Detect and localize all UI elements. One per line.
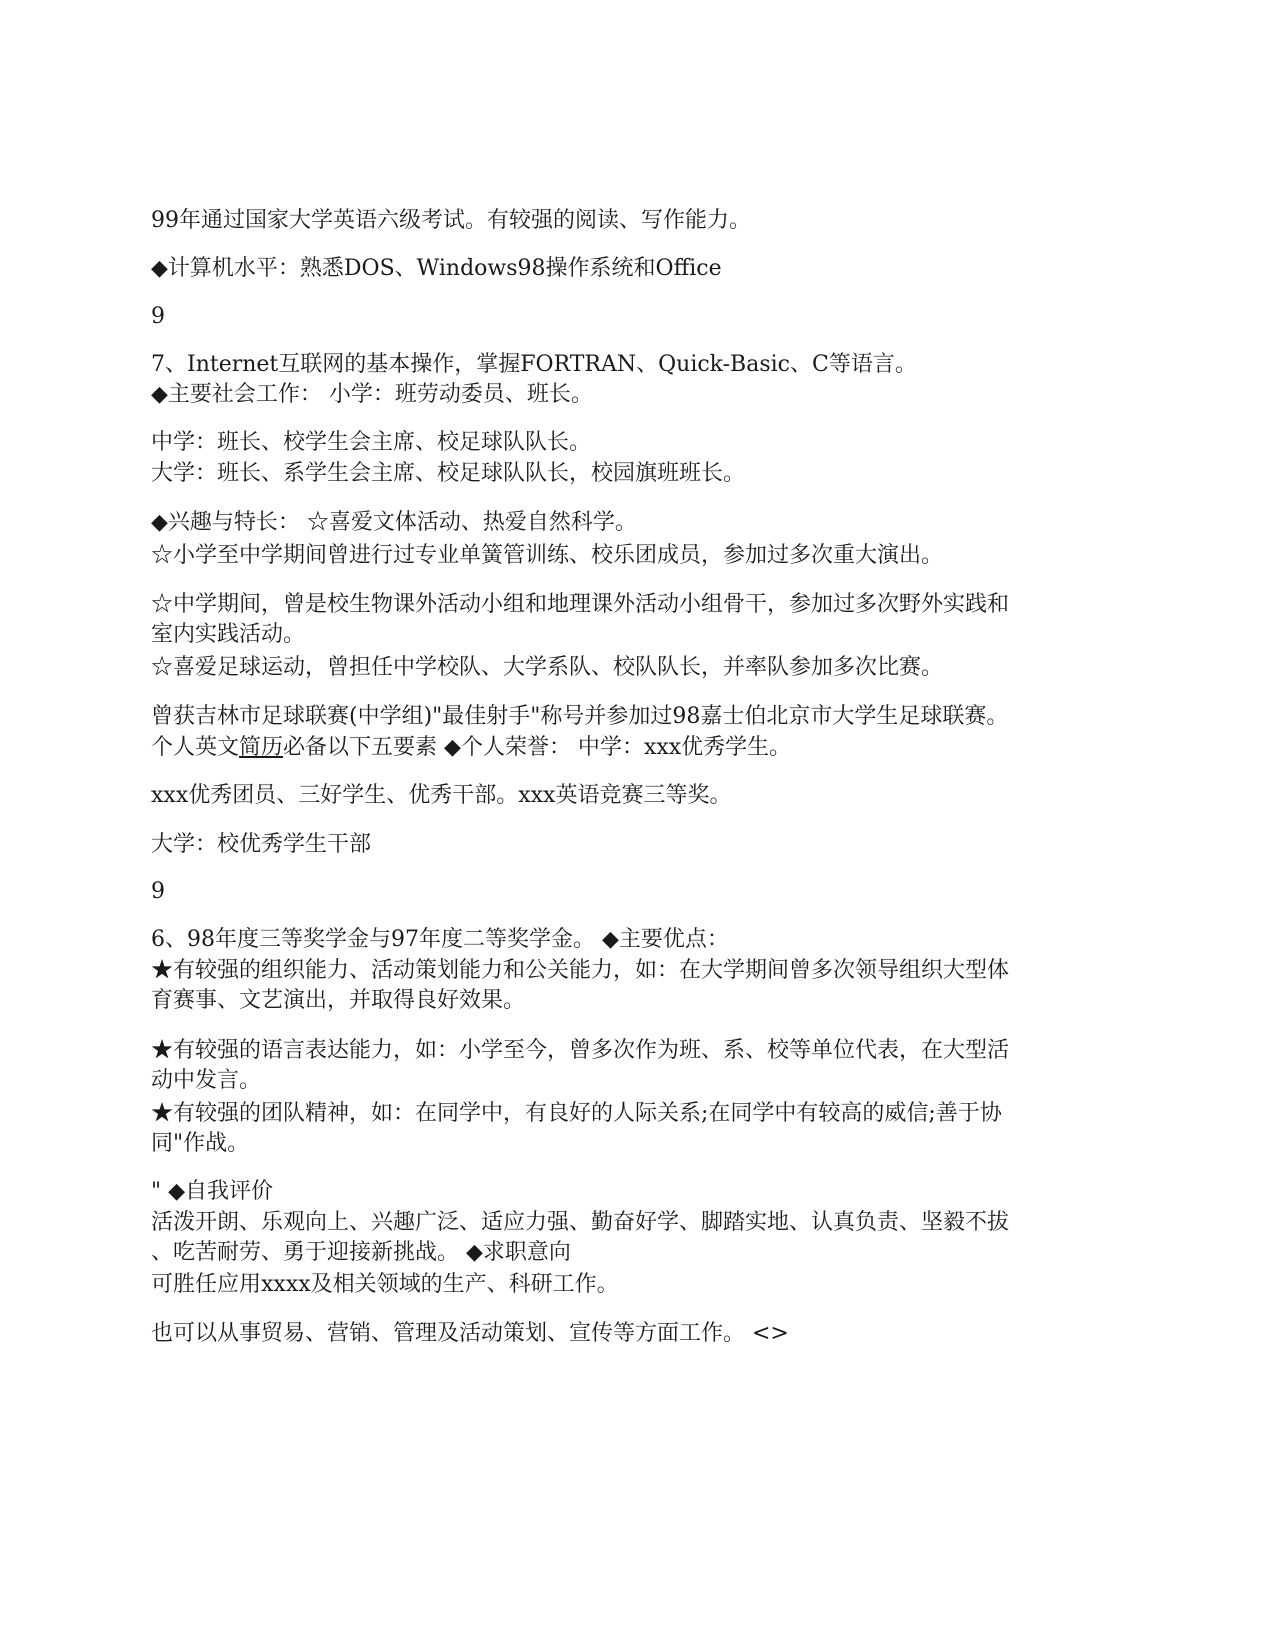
text-line: ◆兴趣与特长： ☆喜爱文体活动、热爱自然科学。 [151,510,637,535]
text-line: ☆中学期间，曾是校生物课外活动小组和地理课外活动小组骨干，参加过多次野外实践和 [151,592,1010,617]
text-line: ☆喜爱足球运动，曾担任中学校队、大学系队、校队队长，并率队参加多次比赛。 [151,655,944,680]
underlined-link-jianli[interactable]: 简历 [239,735,284,760]
text-line: 活泼开朗、乐观向上、兴趣广泛、适应力强、勤奋好学、脚踏实地、认真负责、坚毅不拔 [151,1210,1010,1235]
text-run: 个人英文 [151,735,240,760]
text-line: 中学：班长、校学生会主席、校足球队队长。 [151,430,592,455]
text-line: 可胜任应用xxxx及相关领域的生产、科研工作。 [151,1272,619,1297]
text-line: xxx优秀团员、三好学生、优秀干部。xxx英语竞赛三等奖。 [151,783,732,808]
text-line: ★有较强的团队精神，如：在同学中，有良好的人际关系;在同学中有较高的威信;善于协 [151,1101,1002,1126]
text-line: 9 [151,304,165,329]
text-line: 6、98年度三等奖学金与97年度二等奖学金。 ◆主要优点： [151,927,729,952]
text-line: 、吃苦耐劳、勇于迎接新挑战。 ◆求职意向 [151,1240,571,1265]
text-run: 必备以下五要素 ◆个人荣誉： 中学：xxx优秀学生。 [283,735,792,760]
text-line: ◆计算机水平：熟悉DOS、Windows98操作系统和Office [151,256,722,281]
text-line: 9 [151,879,165,904]
text-line: " ◆自我评价 [151,1179,274,1204]
text-line [151,733,791,763]
text-line: 曾获吉林市足球联赛(中学组)"最佳射手"称号并参加过98嘉士伯北京市大学生足球联赛。 [151,704,1009,729]
text-line: ◆主要社会工作： 小学：班劳动委员、班长。 [151,382,593,407]
text-line: 室内实践活动。 [151,622,306,647]
text-line: ★有较强的组织能力、活动策划能力和公关能力，如：在大学期间曾多次领导组织大型体 [151,958,1010,983]
text-line: 大学：校优秀学生干部 [151,832,372,857]
text-line: ★有较强的语言表达能力，如：小学至今，曾多次作为班、系、校等单位代表，在大型活 [151,1038,1010,1063]
text-line: 7、Internet互联网的基本操作，掌握FORTRAN、Quick-Basic、C等语言。 [151,352,917,377]
text-line: 动中发言。 [151,1068,262,1093]
text-line: 大学：班长、系学生会主席、校足球队队长，校园旗班班长。 [151,461,746,486]
text-line: 育赛事、文艺演出，并取得良好效果。 [151,988,526,1013]
text-line: 99年通过国家大学英语六级考试。有较强的阅读、写作能力。 [151,208,751,233]
text-line: 也可以从事贸易、营销、管理及活动策划、宣传等方面工作。 <> [151,1321,789,1346]
text-line: ☆小学至中学期间曾进行过专业单簧管训练、校乐团成员，参加过多次重大演出。 [151,543,944,568]
text-line: 同"作战。 [151,1131,250,1156]
